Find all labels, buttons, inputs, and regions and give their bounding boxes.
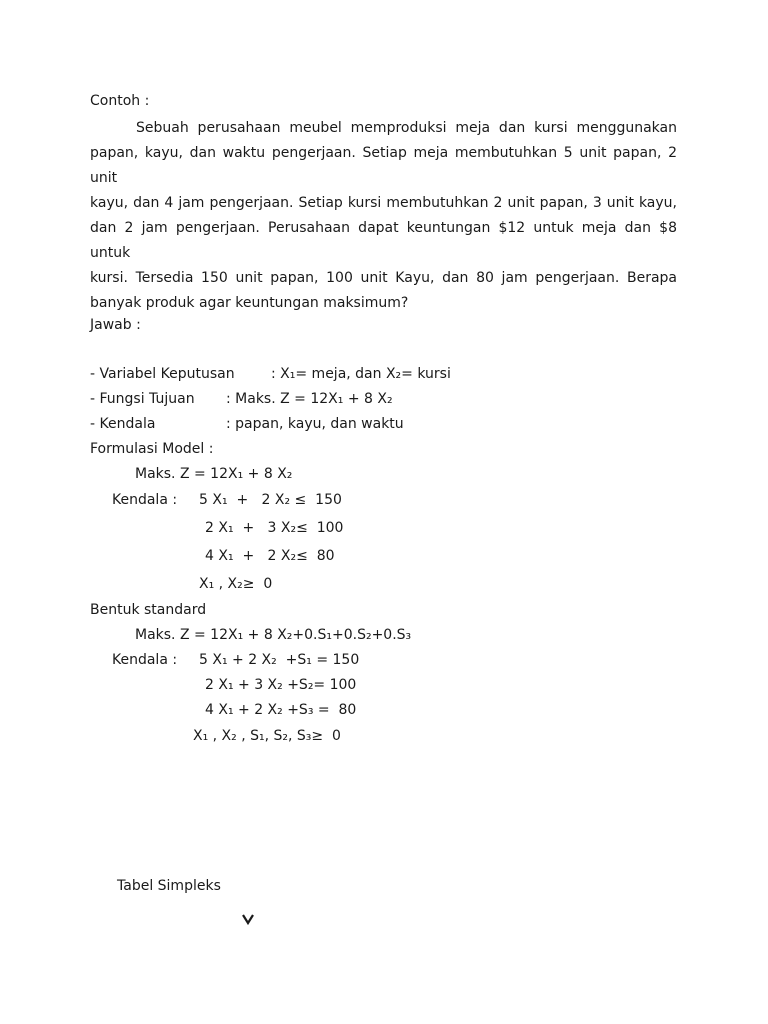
jawab-label: Jawab : xyxy=(90,317,141,333)
problem-line: kursi. Tersedia 150 unit papan, 100 unit Kayu, dan 80 jam pengerjaan. Berapa xyxy=(90,270,677,286)
tabel-title: Tabel Simpleks xyxy=(117,878,221,894)
formulasi-objective: Maks. Z = 12X₁ + 8 X₂ xyxy=(135,466,293,482)
standard-nonneg: X₁ , X₂ , S₁, S₂, S₃≥ 0 xyxy=(193,728,341,744)
formulasi-constraint: 2 X₁ + 3 X₂≤ 100 xyxy=(205,520,344,536)
variabel-label: - Variabel Keputusan xyxy=(90,366,235,382)
problem-line: dan 2 jam pengerjaan. Perusahaan dapat keuntungan $12 untuk meja dan $8 untuk xyxy=(90,220,677,261)
kendala-value: : papan, kayu, dan waktu xyxy=(226,416,404,432)
standard-constraint: 4 X₁ + 2 X₂ +S₃ = 80 xyxy=(205,702,357,718)
problem-line: banyak produk agar keuntungan maksimum? xyxy=(90,295,409,311)
problem-paragraph xyxy=(90,116,677,316)
standard-constraint: 2 X₁ + 3 X₂ +S₂= 100 xyxy=(205,677,357,693)
contoh-label: Contoh : xyxy=(90,93,150,109)
variabel-value: : X₁= meja, dan X₂= kursi xyxy=(271,366,451,382)
down-chevron-icon xyxy=(241,912,255,926)
fungsi-value: : Maks. Z = 12X₁ + 8 X₂ xyxy=(226,391,393,407)
fungsi-label: - Fungsi Tujuan xyxy=(90,391,195,407)
standard-constraint: 5 X₁ + 2 X₂ +S₁ = 150 xyxy=(199,652,360,668)
problem-line: Sebuah perusahaan meubel memproduksi meja dan kursi menggunakan xyxy=(136,120,677,136)
formulasi-nonneg: X₁ , X₂≥ 0 xyxy=(199,576,273,592)
standard-objective: Maks. Z = 12X₁ + 8 X₂+0.S₁+0.S₂+0.S₃ xyxy=(135,627,412,643)
standard-title: Bentuk standard xyxy=(90,602,207,618)
problem-line: kayu, dan 4 jam pengerjaan. Setiap kursi membutuhkan 2 unit papan, 3 unit kayu, xyxy=(90,195,677,211)
kendala-label: - Kendala xyxy=(90,416,156,432)
standard-kendala-label: Kendala : xyxy=(112,652,178,668)
formulasi-constraint: 5 X₁ + 2 X₂ ≤ 150 xyxy=(199,492,342,508)
formulasi-kendala-label: Kendala : xyxy=(112,492,178,508)
formulasi-constraint: 4 X₁ + 2 X₂≤ 80 xyxy=(205,548,335,564)
problem-line: papan, kayu, dan waktu pengerjaan. Setiap meja membutuhkan 5 unit papan, 2 unit xyxy=(90,145,677,186)
formulasi-title: Formulasi Model : xyxy=(90,441,214,457)
